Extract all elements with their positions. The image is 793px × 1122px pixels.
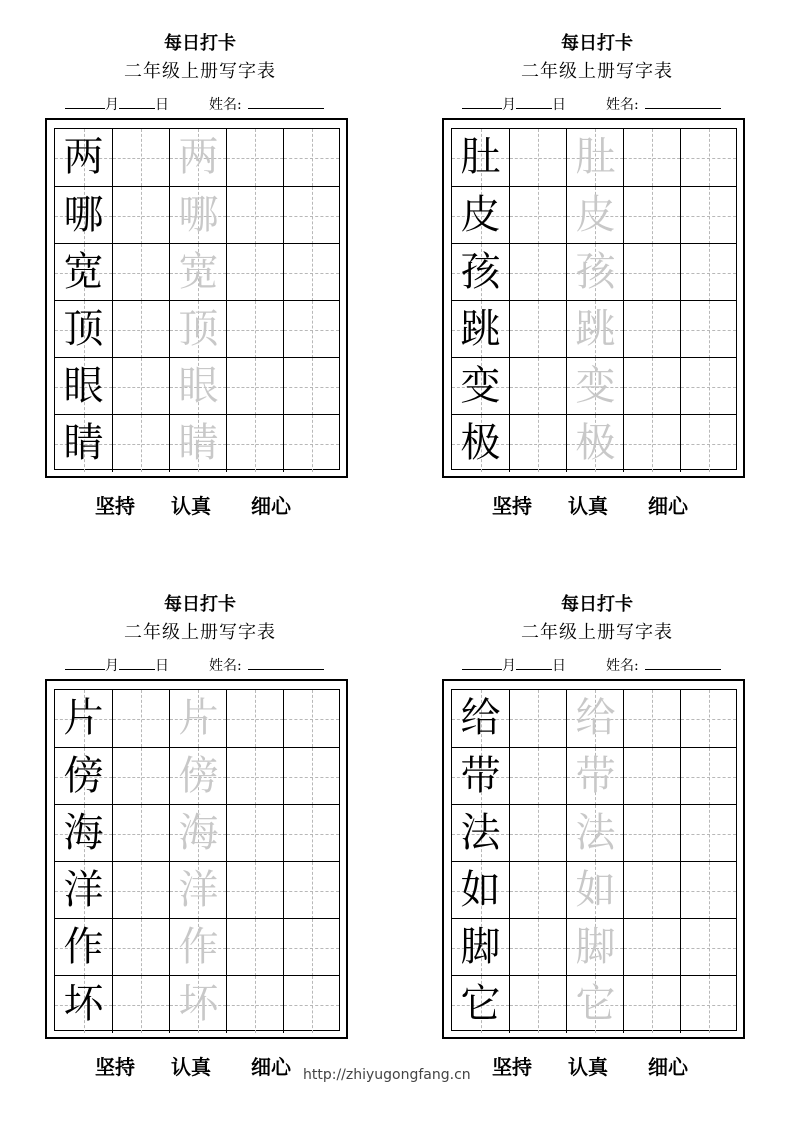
motto-line xyxy=(442,1053,752,1083)
blank-practice-cell[interactable] xyxy=(680,976,736,1033)
blank-practice-cell[interactable] xyxy=(623,862,680,919)
card-subtitle: 二年级上册写字表 xyxy=(521,61,673,82)
model-character: 极 xyxy=(460,420,501,466)
day-label: 日 xyxy=(155,658,169,674)
blank-practice-cell[interactable] xyxy=(283,244,339,301)
trace-character: 如 xyxy=(575,867,616,913)
trace-cell xyxy=(566,415,623,472)
blank-practice-cell[interactable] xyxy=(623,805,680,862)
blank-practice-cell[interactable] xyxy=(623,976,680,1033)
model-cell xyxy=(452,301,509,358)
grid-row xyxy=(452,804,736,861)
model-character: 洋 xyxy=(63,867,104,913)
model-character: 睛 xyxy=(63,420,104,466)
motto-word: 细心 xyxy=(251,494,291,518)
grid-row xyxy=(55,357,339,414)
model-character: 两 xyxy=(63,134,104,180)
model-cell xyxy=(452,805,509,862)
practice-card xyxy=(442,593,752,1093)
trace-cell xyxy=(169,129,226,186)
trace-character: 给 xyxy=(575,695,616,741)
blank-practice-cell[interactable] xyxy=(283,748,339,805)
blank-practice-cell[interactable] xyxy=(623,129,680,186)
motto-word: 细心 xyxy=(648,494,688,518)
blank-practice-cell[interactable] xyxy=(509,301,566,358)
grid-row xyxy=(452,414,736,471)
watermark-url: http://zhiyugongfang.cn xyxy=(303,1067,471,1083)
blank-practice-cell[interactable] xyxy=(283,862,339,919)
model-character: 宽 xyxy=(63,249,104,295)
motto-word: 坚持 xyxy=(492,494,532,518)
blank-practice-cell[interactable] xyxy=(112,690,169,747)
blank-practice-cell[interactable] xyxy=(509,690,566,747)
date-name-line xyxy=(65,94,355,116)
blank-practice-cell[interactable] xyxy=(226,690,283,747)
model-character: 海 xyxy=(63,810,104,856)
trace-cell xyxy=(169,862,226,919)
day-blank[interactable] xyxy=(119,94,155,109)
writing-grid-frame xyxy=(45,679,348,1039)
trace-cell xyxy=(566,976,623,1033)
blank-practice-cell[interactable] xyxy=(680,919,736,976)
name-label: 姓名: xyxy=(209,658,242,674)
trace-cell xyxy=(169,690,226,747)
blank-practice-cell[interactable] xyxy=(112,862,169,919)
blank-practice-cell[interactable] xyxy=(283,358,339,415)
tianzige-grid xyxy=(54,128,340,470)
grid-row xyxy=(55,243,339,300)
trace-character: 顶 xyxy=(178,306,219,352)
model-cell xyxy=(452,358,509,415)
trace-character: 带 xyxy=(575,753,616,799)
motto-word: 认真 xyxy=(568,494,608,518)
blank-practice-cell[interactable] xyxy=(680,187,736,244)
model-character: 哪 xyxy=(63,192,104,238)
model-character: 变 xyxy=(460,363,501,409)
month-label: 月 xyxy=(502,658,516,674)
practice-card xyxy=(45,593,355,1093)
blank-practice-cell[interactable] xyxy=(283,976,339,1033)
trace-character: 孩 xyxy=(575,249,616,295)
trace-cell xyxy=(566,187,623,244)
grid-row xyxy=(55,861,339,918)
card-title: 每日打卡 xyxy=(164,594,236,615)
grid-row xyxy=(452,300,736,357)
grid-row xyxy=(55,690,339,747)
trace-character: 坏 xyxy=(178,981,219,1027)
grid-row xyxy=(55,747,339,804)
model-character: 它 xyxy=(460,981,501,1027)
blank-practice-cell[interactable] xyxy=(509,129,566,186)
trace-character: 两 xyxy=(178,134,219,180)
blank-practice-cell[interactable] xyxy=(283,415,339,472)
trace-cell xyxy=(566,358,623,415)
trace-character: 肚 xyxy=(575,134,616,180)
model-cell xyxy=(55,244,112,301)
writing-grid-frame xyxy=(442,118,745,478)
model-character: 带 xyxy=(460,753,501,799)
grid-row xyxy=(55,129,339,186)
model-cell xyxy=(452,976,509,1033)
blank-practice-cell[interactable] xyxy=(509,244,566,301)
model-cell xyxy=(452,748,509,805)
grid-row xyxy=(55,300,339,357)
model-cell xyxy=(55,919,112,976)
model-character: 坏 xyxy=(63,981,104,1027)
blank-practice-cell[interactable] xyxy=(112,358,169,415)
blank-practice-cell[interactable] xyxy=(112,415,169,472)
motto-word: 细心 xyxy=(648,1055,688,1079)
blank-practice-cell[interactable] xyxy=(680,748,736,805)
card-subtitle: 二年级上册写字表 xyxy=(124,61,276,82)
model-cell xyxy=(55,301,112,358)
blank-practice-cell[interactable] xyxy=(623,415,680,472)
blank-practice-cell[interactable] xyxy=(509,805,566,862)
model-character: 皮 xyxy=(460,192,501,238)
model-cell xyxy=(55,129,112,186)
trace-cell xyxy=(566,244,623,301)
blank-practice-cell[interactable] xyxy=(112,301,169,358)
blank-practice-cell[interactable] xyxy=(623,187,680,244)
motto-word: 认真 xyxy=(568,1055,608,1079)
model-character: 跳 xyxy=(460,306,501,352)
model-cell xyxy=(452,690,509,747)
blank-practice-cell[interactable] xyxy=(283,187,339,244)
trace-cell xyxy=(169,358,226,415)
blank-practice-cell[interactable] xyxy=(509,415,566,472)
trace-character: 宽 xyxy=(178,249,219,295)
trace-cell xyxy=(566,129,623,186)
grid-row xyxy=(55,918,339,975)
model-character: 片 xyxy=(63,695,104,741)
day-label: 日 xyxy=(552,97,566,113)
trace-cell xyxy=(169,805,226,862)
blank-practice-cell[interactable] xyxy=(680,358,736,415)
grid-row xyxy=(55,414,339,471)
trace-cell xyxy=(566,690,623,747)
blank-practice-cell[interactable] xyxy=(509,862,566,919)
trace-character: 脚 xyxy=(575,924,616,970)
model-cell xyxy=(452,919,509,976)
blank-practice-cell[interactable] xyxy=(226,805,283,862)
motto-word: 认真 xyxy=(171,494,211,518)
blank-practice-cell[interactable] xyxy=(226,187,283,244)
model-cell xyxy=(55,415,112,472)
model-cell xyxy=(55,805,112,862)
day-blank[interactable] xyxy=(516,655,552,670)
date-name-line xyxy=(462,655,752,677)
trace-cell xyxy=(169,415,226,472)
card-subtitle: 二年级上册写字表 xyxy=(521,622,673,643)
blank-practice-cell[interactable] xyxy=(509,358,566,415)
model-character: 傍 xyxy=(63,753,104,799)
model-cell xyxy=(452,244,509,301)
trace-cell xyxy=(169,919,226,976)
writing-grid-frame xyxy=(442,679,745,1039)
model-character: 如 xyxy=(460,867,501,913)
name-blank[interactable] xyxy=(248,655,324,670)
blank-practice-cell[interactable] xyxy=(112,187,169,244)
month-blank[interactable] xyxy=(65,655,105,670)
motto-line xyxy=(45,492,355,522)
trace-cell xyxy=(169,244,226,301)
blank-practice-cell[interactable] xyxy=(680,415,736,472)
trace-cell xyxy=(566,862,623,919)
blank-practice-cell[interactable] xyxy=(226,415,283,472)
name-blank[interactable] xyxy=(645,655,721,670)
trace-character: 眼 xyxy=(178,363,219,409)
trace-character: 海 xyxy=(178,810,219,856)
writing-grid-frame xyxy=(45,118,348,478)
name-label: 姓名: xyxy=(606,658,639,674)
blank-practice-cell[interactable] xyxy=(509,919,566,976)
model-cell xyxy=(55,358,112,415)
blank-practice-cell[interactable] xyxy=(283,129,339,186)
month-label: 月 xyxy=(105,97,119,113)
blank-practice-cell[interactable] xyxy=(623,919,680,976)
motto-word: 坚持 xyxy=(95,1055,135,1079)
trace-cell xyxy=(566,919,623,976)
name-blank[interactable] xyxy=(248,94,324,109)
trace-cell xyxy=(169,187,226,244)
model-cell xyxy=(452,862,509,919)
model-cell xyxy=(55,976,112,1033)
model-cell xyxy=(55,187,112,244)
trace-character: 跳 xyxy=(575,306,616,352)
day-label: 日 xyxy=(552,658,566,674)
grid-row xyxy=(452,357,736,414)
blank-practice-cell[interactable] xyxy=(623,690,680,747)
blank-practice-cell[interactable] xyxy=(283,301,339,358)
month-blank[interactable] xyxy=(65,94,105,109)
motto-word: 细心 xyxy=(251,1055,291,1079)
card-title: 每日打卡 xyxy=(561,33,633,54)
grid-row xyxy=(55,975,339,1032)
blank-practice-cell[interactable] xyxy=(226,129,283,186)
trace-cell xyxy=(566,748,623,805)
blank-practice-cell[interactable] xyxy=(112,129,169,186)
trace-cell xyxy=(169,976,226,1033)
model-character: 顶 xyxy=(63,306,104,352)
trace-character: 片 xyxy=(178,695,219,741)
grid-row xyxy=(452,129,736,186)
model-cell xyxy=(55,748,112,805)
blank-practice-cell[interactable] xyxy=(509,187,566,244)
blank-practice-cell[interactable] xyxy=(112,244,169,301)
blank-practice-cell[interactable] xyxy=(112,748,169,805)
day-label: 日 xyxy=(155,97,169,113)
day-blank[interactable] xyxy=(119,655,155,670)
trace-character: 变 xyxy=(575,363,616,409)
model-cell xyxy=(452,187,509,244)
card-title: 每日打卡 xyxy=(164,33,236,54)
model-character: 肚 xyxy=(460,134,501,180)
blank-practice-cell[interactable] xyxy=(623,358,680,415)
name-blank[interactable] xyxy=(645,94,721,109)
model-cell xyxy=(452,415,509,472)
month-label: 月 xyxy=(502,97,516,113)
blank-practice-cell[interactable] xyxy=(283,919,339,976)
blank-practice-cell[interactable] xyxy=(226,748,283,805)
practice-card xyxy=(442,32,752,532)
grid-row xyxy=(452,918,736,975)
blank-practice-cell[interactable] xyxy=(226,862,283,919)
tianzige-grid xyxy=(451,128,737,470)
blank-practice-cell[interactable] xyxy=(680,244,736,301)
blank-practice-cell[interactable] xyxy=(623,748,680,805)
blank-practice-cell[interactable] xyxy=(680,129,736,186)
motto-word: 坚持 xyxy=(95,494,135,518)
trace-cell xyxy=(566,301,623,358)
grid-row xyxy=(452,186,736,243)
blank-practice-cell[interactable] xyxy=(680,690,736,747)
blank-practice-cell[interactable] xyxy=(623,301,680,358)
trace-character: 极 xyxy=(575,420,616,466)
trace-character: 作 xyxy=(178,924,219,970)
model-cell xyxy=(55,690,112,747)
model-cell xyxy=(452,129,509,186)
model-character: 孩 xyxy=(460,249,501,295)
card-title: 每日打卡 xyxy=(561,594,633,615)
practice-card xyxy=(45,32,355,532)
month-blank[interactable] xyxy=(462,94,502,109)
blank-practice-cell[interactable] xyxy=(226,301,283,358)
grid-row xyxy=(452,861,736,918)
trace-cell xyxy=(169,301,226,358)
trace-character: 它 xyxy=(575,981,616,1027)
blank-practice-cell[interactable] xyxy=(112,805,169,862)
model-character: 给 xyxy=(460,695,501,741)
grid-row xyxy=(452,243,736,300)
blank-practice-cell[interactable] xyxy=(680,805,736,862)
name-label: 姓名: xyxy=(606,97,639,113)
blank-practice-cell[interactable] xyxy=(680,301,736,358)
day-blank[interactable] xyxy=(516,94,552,109)
trace-cell xyxy=(566,805,623,862)
card-subtitle: 二年级上册写字表 xyxy=(124,622,276,643)
trace-character: 皮 xyxy=(575,192,616,238)
date-name-line xyxy=(462,94,752,116)
blank-practice-cell[interactable] xyxy=(680,862,736,919)
motto-word: 认真 xyxy=(171,1055,211,1079)
model-cell xyxy=(55,862,112,919)
blank-practice-cell[interactable] xyxy=(226,358,283,415)
blank-practice-cell[interactable] xyxy=(509,976,566,1033)
blank-practice-cell[interactable] xyxy=(226,244,283,301)
name-label: 姓名: xyxy=(209,97,242,113)
tianzige-grid xyxy=(451,689,737,1031)
trace-character: 法 xyxy=(575,810,616,856)
grid-row xyxy=(55,804,339,861)
blank-practice-cell[interactable] xyxy=(283,690,339,747)
blank-practice-cell[interactable] xyxy=(226,976,283,1033)
grid-row xyxy=(452,690,736,747)
date-name-line xyxy=(65,655,355,677)
motto-word: 坚持 xyxy=(492,1055,532,1079)
model-character: 脚 xyxy=(460,924,501,970)
grid-row xyxy=(452,747,736,804)
month-label: 月 xyxy=(105,658,119,674)
blank-practice-cell[interactable] xyxy=(283,805,339,862)
trace-cell xyxy=(169,748,226,805)
blank-practice-cell[interactable] xyxy=(509,748,566,805)
tianzige-grid xyxy=(54,689,340,1031)
blank-practice-cell[interactable] xyxy=(226,919,283,976)
blank-practice-cell[interactable] xyxy=(112,976,169,1033)
model-character: 作 xyxy=(63,924,104,970)
month-blank[interactable] xyxy=(462,655,502,670)
blank-practice-cell[interactable] xyxy=(112,919,169,976)
grid-row xyxy=(452,975,736,1032)
grid-row xyxy=(55,186,339,243)
motto-line xyxy=(442,492,752,522)
model-character: 法 xyxy=(460,810,501,856)
trace-character: 哪 xyxy=(178,192,219,238)
blank-practice-cell[interactable] xyxy=(623,244,680,301)
model-character: 眼 xyxy=(63,363,104,409)
trace-character: 睛 xyxy=(178,420,219,466)
trace-character: 洋 xyxy=(178,867,219,913)
trace-character: 傍 xyxy=(178,753,219,799)
